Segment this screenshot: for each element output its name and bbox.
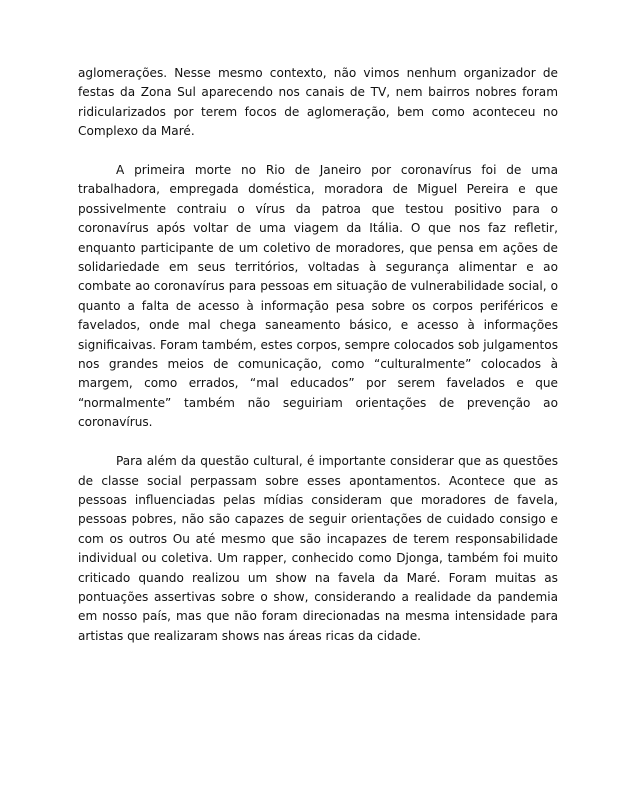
document-page [78, 64, 558, 646]
paragraph-1: aglomerações. Nesse mesmo contexto, não vimos nenhum organizador de festas da Zona Sul aparecendo nos canais de TV, nem bairros nobres foram ridicularizados por terem focos de aglomeração, bem como aconteceu no Complexo da Maré. [78, 66, 558, 139]
paragraph-3: Para além da questão cultural, é importante considerar que as questões de classe social perpassam sobre esses apontamentos. Acontece que as pessoas influenciadas pelas mídias consideram que moradores de favela, pessoas pobres, não são capazes de seguir orientações de cuidado consigo e com os outros Ou até mesmo que são incapazes de terem responsabilidade individual ou coletiva. Um rapper, conhecido como Djonga, também foi muito criticado quando realizou um show na favela da Maré. Foram muitas as pontuações assertivas sobre o show, considerando a realidade da pandemia em nosso país, mas que não foram direcionadas na mesma intensidade para artistas que realizaram shows nas áreas ricas da cidade. [78, 454, 558, 643]
paragraph-2: A primeira morte no Rio de Janeiro por coronavírus foi de uma trabalhadora, empregada doméstica, moradora de Miguel Pereira e que possivelmente contraiu o vírus da patroa que testou positivo para o coronavírus após voltar de uma viagem da Itália. O que nos faz refletir, enquanto participante de um coletivo de moradores, que pensa em ações de solidariedade em seus territórios, voltadas à segurança alimentar e ao combate ao coronavírus para pessoas em situação de vulnerabilidade social, o quanto a falta de acesso à informação pesa sobre os corpos periféricos e favelados, onde mal chega saneamento básico, e acesso à informações significaivas. Foram também, estes corpos, sempre colocados sob julgamentos nos grandes meios de comunicação, como “culturalmente” colocados à margem, como errados, “mal educados” por serem favelados e que “normalmente” também não seguiriam orientações de prevenção ao coronavírus. [78, 163, 558, 430]
